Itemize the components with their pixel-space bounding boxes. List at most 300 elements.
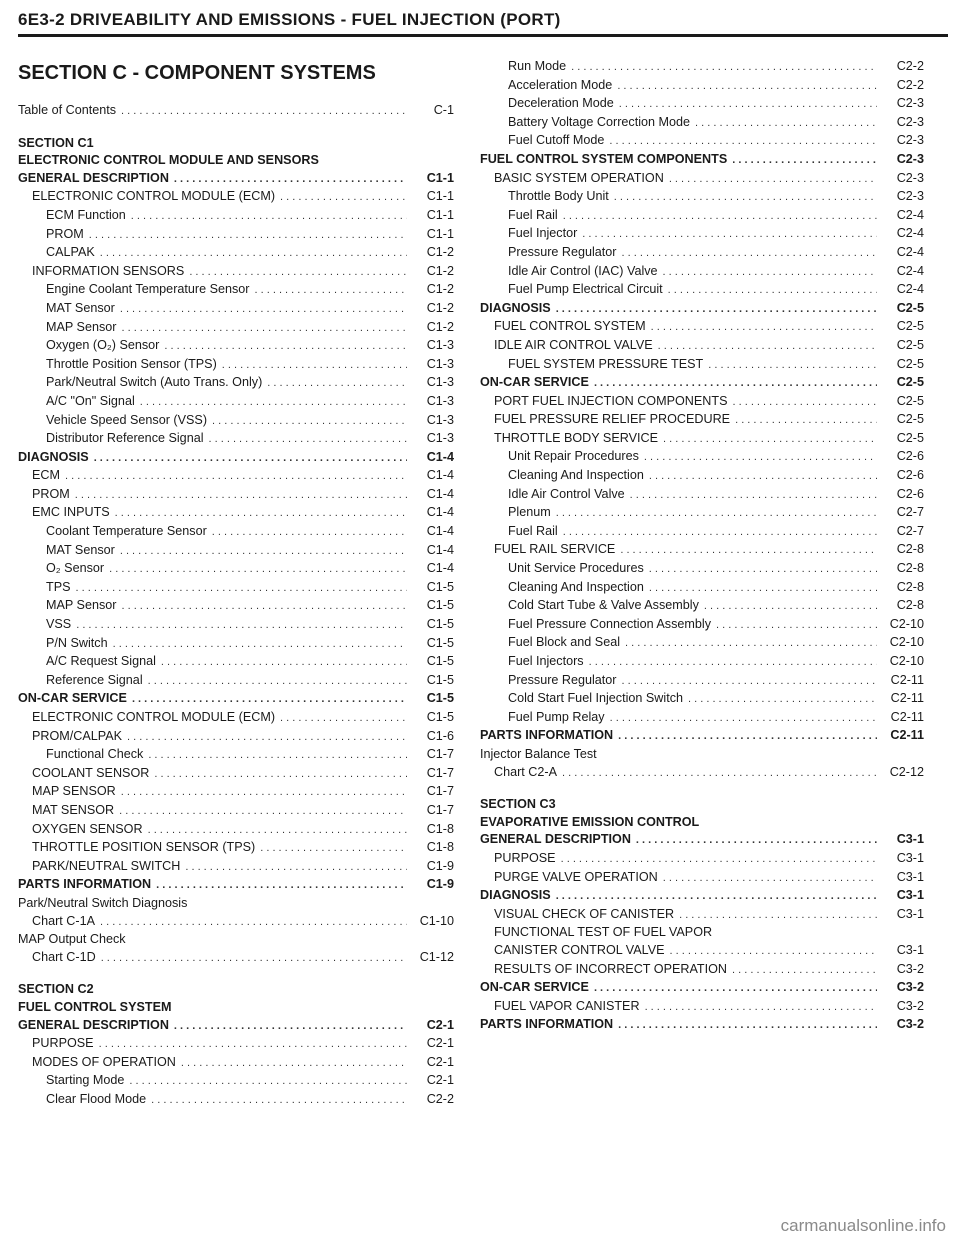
toc-entry: [480, 979, 924, 998]
toc-leader-dots: [716, 617, 877, 635]
toc-entry: [480, 58, 924, 77]
toc-entry-title: P/N Switch: [46, 635, 108, 650]
toc-leader-dots: [121, 103, 407, 121]
toc-entry-title: Plenum: [508, 505, 551, 520]
toc-entry: [480, 579, 924, 598]
toc-entry: [480, 77, 924, 96]
toc-entry-page: C1-3: [426, 412, 454, 427]
toc-entry-page: C1-3: [426, 356, 454, 371]
toc-entry-title: IDLE AIR CONTROL VALVE: [494, 337, 653, 352]
toc-entry: [18, 1091, 454, 1110]
toc-entry: [480, 95, 924, 114]
toc-entry-title: SECTION C1: [18, 135, 94, 150]
toc-entry-page: C1-7: [426, 747, 454, 762]
toc-entry-page: C1-12: [419, 949, 454, 964]
toc-leader-dots: [688, 691, 877, 709]
toc-entry-title: GENERAL DESCRIPTION: [18, 170, 169, 185]
toc-entry: [18, 281, 454, 300]
toc-entry: [18, 226, 454, 245]
toc-spacer: [18, 88, 454, 102]
toc-entry-page: C1-9: [426, 858, 454, 873]
toc-entry-page: C1-7: [426, 765, 454, 780]
toc-entry-title: ON-CAR SERVICE: [480, 375, 589, 390]
toc-right-column: [480, 58, 924, 1035]
toc-leader-dots: [589, 654, 877, 672]
toc-entry-page: C2-4: [896, 282, 924, 297]
toc-entry-title: Functional Check: [46, 747, 144, 762]
toc-entry: [480, 281, 924, 300]
toc-entry-page: C1-3: [426, 375, 454, 390]
toc-entry: [480, 924, 924, 942]
toc-leader-dots: [668, 282, 877, 300]
toc-entry-title: Battery Voltage Correction Mode: [508, 114, 691, 129]
toc-leader-dots: [209, 431, 408, 449]
toc-leader-dots: [651, 319, 877, 337]
toc-entry: [480, 244, 924, 263]
toc-entry-page: C1-7: [426, 784, 454, 799]
toc-entry-page: C2-5: [896, 319, 924, 334]
toc-leader-dots: [658, 338, 877, 356]
toc-entry-page: C1-1: [426, 207, 454, 222]
toc-leader-dots: [735, 412, 877, 430]
toc-entry-page: C3-2: [896, 980, 924, 995]
toc-entry-page: C2-3: [896, 96, 924, 111]
toc-leader-dots: [610, 710, 877, 728]
toc-entry-page: C2-6: [896, 449, 924, 464]
toc-entry: [480, 467, 924, 486]
toc-entry: [480, 814, 924, 832]
toc-entry: [18, 999, 454, 1017]
toc-leader-dots: [619, 96, 877, 114]
toc-entry-title: FUEL PRESSURE RELIEF PROCEDURE: [494, 412, 731, 427]
toc-leader-dots: [164, 338, 407, 356]
toc-entry: [480, 225, 924, 244]
toc-entry-page: C2-8: [896, 598, 924, 613]
toc-entry: [18, 802, 454, 821]
toc-leader-dots: [732, 394, 877, 412]
toc-entry: [480, 263, 924, 282]
toc-entry: [18, 449, 454, 468]
toc-entry-title: Throttle Body Unit: [508, 189, 609, 204]
toc-entry-title: INFORMATION SENSORS: [32, 263, 185, 278]
toc-entry-title: FUEL CONTROL SYSTEM: [18, 999, 172, 1014]
toc-entry-title: Idle Air Control Valve: [508, 486, 625, 501]
toc-leader-dots: [704, 598, 877, 616]
toc-leader-dots: [129, 1073, 407, 1091]
toc-entry: [18, 821, 454, 840]
toc-leader-dots: [174, 1018, 407, 1036]
toc-entry-title: Pressure Regulator: [508, 244, 617, 259]
toc-leader-dots: [649, 561, 877, 579]
toc-entry-title: FUEL VAPOR CANISTER: [494, 998, 640, 1013]
toc-entry-page: C2-11: [890, 709, 924, 724]
toc-leader-dots: [622, 245, 878, 263]
toc-entry-title: MAP Sensor: [46, 319, 117, 334]
toc-leader-dots: [260, 840, 407, 858]
toc-leader-dots: [185, 859, 407, 877]
toc-entry: [18, 981, 454, 999]
toc-entry: [18, 783, 454, 802]
toc-entry: [480, 634, 924, 653]
toc-entry-title: PROM: [32, 486, 70, 501]
toc-entry-page: C1-2: [426, 282, 454, 297]
toc-entry: [480, 207, 924, 226]
toc-entry-title: CANISTER CONTROL VALVE: [494, 942, 665, 957]
toc-entry-title: Fuel Cutoff Mode: [508, 133, 605, 148]
toc-entry-page: C2-4: [896, 226, 924, 241]
toc-entry: [18, 1017, 454, 1036]
toc-leader-dots: [630, 487, 877, 505]
toc-leader-dots: [94, 450, 407, 468]
toc-entry-title: Cold Start Tube & Valve Assembly: [508, 598, 699, 613]
toc-entry: [18, 170, 454, 189]
toc-entry: [480, 541, 924, 560]
toc-leader-dots: [563, 524, 877, 542]
toc-leader-dots: [562, 765, 877, 783]
toc-entry: [18, 765, 454, 784]
toc-entry: [480, 356, 924, 375]
toc-entry-title: Chart C-1A: [32, 913, 95, 928]
toc-entry: [18, 102, 454, 121]
toc-leader-dots: [645, 999, 877, 1017]
toc-entry-title: PARK/NEUTRAL SWITCH: [32, 858, 181, 873]
toc-entry-page: C2-11: [890, 672, 924, 687]
toc-entry: [480, 448, 924, 467]
toc-entry-page: C3-1: [896, 832, 924, 847]
toc-entry: [18, 263, 454, 282]
toc-entry-title: Clear Flood Mode: [46, 1091, 147, 1106]
toc-entry-title: PORT FUEL INJECTION COMPONENTS: [494, 393, 728, 408]
toc-entry: [18, 895, 454, 913]
toc-leader-dots: [649, 580, 877, 598]
toc-entry-page: C3-2: [896, 1017, 924, 1032]
toc-leader-dots: [563, 208, 877, 226]
toc-entry-title: ON-CAR SERVICE: [480, 980, 589, 995]
toc-leader-dots: [148, 747, 407, 765]
toc-entry: [18, 672, 454, 691]
toc-leader-dots: [571, 59, 877, 77]
toc-entry: [480, 300, 924, 319]
toc-leader-dots: [622, 673, 878, 691]
toc-entry: [18, 58, 454, 88]
toc-leader-dots: [121, 598, 407, 616]
toc-leader-dots: [732, 152, 877, 170]
toc-leader-dots: [189, 264, 407, 282]
toc-entry-title: FUNCTIONAL TEST OF FUEL VAPOR: [494, 925, 713, 940]
toc-entry: [18, 597, 454, 616]
toc-entry-title: A/C Request Signal: [46, 654, 156, 669]
toc-leader-dots: [132, 691, 407, 709]
toc-entry-title: PROM/CALPAK: [32, 728, 123, 743]
toc-entry-page: C1-1: [426, 226, 454, 241]
toc-entry: [480, 869, 924, 888]
toc-entry-page: C2-3: [896, 170, 924, 185]
toc-entry-page: C1-4: [426, 561, 454, 576]
toc-entry-page: C3-2: [896, 961, 924, 976]
toc-entry-page: C2-1: [426, 1054, 454, 1069]
toc-leader-dots: [222, 357, 407, 375]
toc-leader-dots: [120, 543, 407, 561]
toc-leader-dots: [115, 505, 407, 523]
toc-entry-page: C1-5: [426, 654, 454, 669]
toc-leader-dots: [127, 729, 407, 747]
toc-leader-dots: [267, 375, 407, 393]
toc-entry-title: Vehicle Speed Sensor (VSS): [46, 412, 208, 427]
toc-entry-title: Starting Mode: [46, 1073, 125, 1088]
toc-entry: [480, 998, 924, 1017]
toc-entry-title: Idle Air Control (IAC) Valve: [508, 263, 658, 278]
toc-entry: [18, 858, 454, 877]
toc-leader-dots: [644, 449, 877, 467]
toc-leader-dots: [556, 301, 877, 319]
toc-leader-dots: [609, 133, 877, 151]
toc-entry-title: ECM Function: [46, 207, 126, 222]
page-header: 6E3-2 DRIVEABILITY AND EMISSIONS - FUEL INJECTION (PORT): [18, 10, 948, 37]
toc-entry-title: Park/Neutral Switch Diagnosis: [18, 895, 188, 910]
toc-entry-title: THROTTLE POSITION SENSOR (TPS): [32, 840, 256, 855]
toc-leader-dots: [617, 78, 877, 96]
toc-entry-page: C2-12: [889, 764, 924, 779]
toc-leader-dots: [100, 245, 407, 263]
toc-entry-page: C3-1: [896, 869, 924, 884]
toc-leader-dots: [618, 728, 877, 746]
toc-entry-page: C1-2: [426, 319, 454, 334]
toc-entry-title: Table of Contents: [18, 103, 117, 117]
toc-entry: [18, 300, 454, 319]
toc-leader-dots: [89, 227, 407, 245]
toc-entry-page: C2-3: [896, 151, 924, 166]
toc-entry-title: VSS: [46, 617, 72, 632]
toc-entry-page: C1-1: [426, 189, 454, 204]
toc-entry-page: C1-9: [426, 877, 454, 892]
toc-entry-page: C1-2: [426, 300, 454, 315]
toc-entry-page: C-1: [433, 103, 454, 117]
toc-entry-page: C2-5: [896, 337, 924, 352]
toc-entry: [18, 542, 454, 561]
toc-entry-title: PURGE VALVE OPERATION: [494, 869, 658, 884]
toc-leader-dots: [148, 673, 407, 691]
toc-entry-page: C3-1: [896, 850, 924, 865]
toc-entry-page: C2-2: [426, 1091, 454, 1106]
toc-entry-title: Chart C2-A: [494, 764, 557, 779]
toc-entry-page: C3-1: [896, 906, 924, 921]
toc-entry: [18, 430, 454, 449]
toc-entry-page: C2-4: [896, 263, 924, 278]
toc-leader-dots: [140, 394, 407, 412]
toc-entry-title: SECTION C - COMPONENT SYSTEMS: [18, 62, 376, 84]
toc-entry-title: ELECTRONIC CONTROL MODULE (ECM): [32, 710, 276, 724]
toc-entry-title: FUEL RAIL SERVICE: [494, 542, 616, 557]
toc-entry-page: C1-5: [426, 672, 454, 687]
toc-leader-dots: [620, 542, 877, 560]
toc-entry-page: C1-5: [426, 598, 454, 613]
toc-entry-title: Engine Coolant Temperature Sensor: [46, 282, 250, 297]
toc-entry-title: Fuel Rail: [508, 523, 558, 538]
toc-entry: [18, 135, 454, 153]
toc-entry: [18, 486, 454, 505]
toc-leader-dots: [594, 375, 877, 393]
toc-entry-title: Park/Neutral Switch (Auto Trans. Only): [46, 375, 263, 390]
toc-entry-title: BASIC SYSTEM OPERATION: [494, 170, 664, 185]
toc-entry-title: Fuel Pump Relay: [508, 709, 605, 724]
toc-leader-dots: [109, 561, 407, 579]
toc-entry: [480, 486, 924, 505]
toc-entry-title: Fuel Injectors: [508, 654, 584, 668]
toc-entry: [480, 170, 924, 189]
toc-entry: [18, 1035, 454, 1054]
toc-entry-page: C1-10: [419, 913, 454, 928]
toc-entry: [18, 412, 454, 431]
toc-spacer: [480, 782, 924, 796]
toc-leader-dots: [151, 1092, 407, 1110]
toc-leader-dots: [181, 1055, 407, 1073]
toc-entry: [18, 876, 454, 895]
toc-entry-page: C3-2: [896, 998, 924, 1013]
toc-entry: [480, 690, 924, 709]
toc-entry-page: C1-6: [426, 728, 454, 743]
toc-entry: [480, 132, 924, 151]
toc-entry-title: FUEL CONTROL SYSTEM COMPONENTS: [480, 151, 728, 166]
toc-entry-page: C2-3: [896, 133, 924, 148]
toc-entry-title: PARTS INFORMATION: [480, 1017, 614, 1032]
toc-entry-title: FUEL CONTROL SYSTEM: [494, 319, 646, 334]
toc-entry-page: C1-1: [426, 170, 454, 185]
toc-entry-page: C1-3: [426, 431, 454, 446]
toc-entry-page: C2-2: [896, 77, 924, 92]
toc-entry-page: C1-3: [426, 393, 454, 408]
toc-leader-dots: [212, 524, 407, 542]
toc-entry-page: C2-10: [889, 635, 924, 650]
toc-entry-title: OXYGEN SENSOR: [32, 821, 143, 836]
toc-entry-page: C1-4: [426, 468, 454, 483]
toc-leader-dots: [156, 877, 407, 895]
toc-leader-dots: [636, 832, 877, 850]
toc-entry-title: MODES OF OPERATION: [32, 1054, 176, 1069]
toc-leader-dots: [280, 189, 407, 207]
toc-entry-page: C1-5: [426, 617, 454, 632]
toc-entry: [18, 207, 454, 226]
toc-leader-dots: [119, 803, 407, 821]
toc-entry-title: Acceleration Mode: [508, 77, 613, 92]
toc-entry-page: C1-4: [426, 449, 454, 464]
toc-leader-dots: [154, 766, 407, 784]
toc-entry: [18, 728, 454, 747]
toc-entry-page: C2-3: [896, 189, 924, 204]
toc-leader-dots: [556, 888, 877, 906]
toc-entry: [480, 560, 924, 579]
toc-entry-page: C2-11: [890, 728, 924, 743]
toc-entry: [18, 504, 454, 523]
toc-leader-dots: [582, 226, 877, 244]
toc-leader-dots: [663, 870, 877, 888]
toc-leader-dots: [732, 962, 877, 980]
toc-entry-page: C1-5: [426, 635, 454, 650]
toc-entry-title: MAT Sensor: [46, 542, 115, 557]
toc-leader-dots: [65, 468, 407, 486]
toc-entry-page: C2-10: [889, 616, 924, 631]
toc-entry-title: PURPOSE: [494, 850, 556, 865]
toc-entry-title: Fuel Rail: [508, 207, 558, 222]
toc-leader-dots: [99, 1036, 407, 1054]
toc-entry: [18, 709, 454, 728]
toc-leader-dots: [76, 580, 408, 598]
toc-entry: [18, 337, 454, 356]
toc-entry: [480, 114, 924, 133]
toc-entry: [480, 337, 924, 356]
toc-entry-title: A/C "On" Signal: [46, 393, 135, 408]
toc-entry-page: C2-10: [889, 654, 924, 668]
toc-entry: [480, 764, 924, 783]
toc-leader-dots: [663, 431, 877, 449]
toc-leader-dots: [212, 413, 407, 431]
toc-leader-dots: [280, 710, 407, 728]
toc-entry-page: C1-4: [426, 505, 454, 520]
toc-entry: [480, 393, 924, 412]
toc-entry: [480, 653, 924, 672]
toc-leader-dots: [669, 171, 877, 189]
toc-entry-title: DIAGNOSIS: [480, 300, 551, 315]
toc-entry: [18, 467, 454, 486]
toc-entry-title: MAP SENSOR: [32, 784, 116, 799]
toc-entry-title: RESULTS OF INCORRECT OPERATION: [494, 961, 728, 976]
toc-entry-title: MAT SENSOR: [32, 802, 115, 817]
toc-entry-title: CALPAK: [46, 245, 95, 260]
toc-entry: [18, 152, 454, 170]
toc-entry-title: MAP Sensor: [46, 598, 117, 613]
toc-entry-page: C2-6: [896, 468, 924, 483]
toc-entry: [18, 931, 454, 949]
toc-entry-title: SECTION C2: [18, 982, 94, 997]
toc-entry-page: C1-5: [426, 691, 454, 706]
toc-entry-title: Cleaning And Inspection: [508, 468, 644, 483]
toc-entry-title: MAT Sensor: [46, 300, 115, 315]
toc-entry: [18, 949, 454, 968]
toc-entry-page: C2-5: [896, 412, 924, 427]
toc-leader-dots: [679, 907, 877, 925]
toc-entry-title: DIAGNOSIS: [18, 449, 89, 464]
toc-entry: [18, 653, 454, 672]
toc-entry-page: C2-2: [896, 59, 924, 73]
toc-entry-page: C2-4: [896, 207, 924, 222]
toc-entry-title: Distributor Reference Signal: [46, 431, 204, 446]
toc-leader-dots: [113, 636, 407, 654]
toc-entry: [480, 942, 924, 961]
toc-entry-title: Run Mode: [508, 59, 567, 73]
toc-entry-page: C1-7: [426, 802, 454, 817]
toc-entry-page: C2-5: [896, 375, 924, 390]
toc-leader-dots: [121, 784, 407, 802]
toc-leader-dots: [708, 357, 877, 375]
toc-entry: [18, 635, 454, 654]
toc-entry-title: PROM: [46, 226, 84, 241]
toc-entry: [480, 831, 924, 850]
toc-entry-page: C2-3: [896, 114, 924, 129]
toc-entry-title: Unit Service Procedures: [508, 561, 644, 576]
toc-entry-page: C2-5: [896, 393, 924, 408]
toc-entry-title: Unit Repair Procedures: [508, 449, 639, 464]
toc-entry: [18, 319, 454, 338]
toc-entry-title: ELECTRONIC CONTROL MODULE AND SENSORS: [18, 153, 319, 168]
toc-entry-page: C2-6: [896, 486, 924, 501]
toc-leader-dots: [649, 468, 877, 486]
toc-entry-title: Fuel Pump Electrical Circuit: [508, 282, 663, 297]
toc-leader-dots: [161, 654, 407, 672]
toc-entry: [18, 374, 454, 393]
toc-entry-title: VISUAL CHECK OF CANISTER: [494, 906, 675, 921]
toc-entry-page: C2-5: [896, 356, 924, 371]
toc-entry-page: C3-1: [896, 888, 924, 903]
toc-entry: [480, 616, 924, 635]
